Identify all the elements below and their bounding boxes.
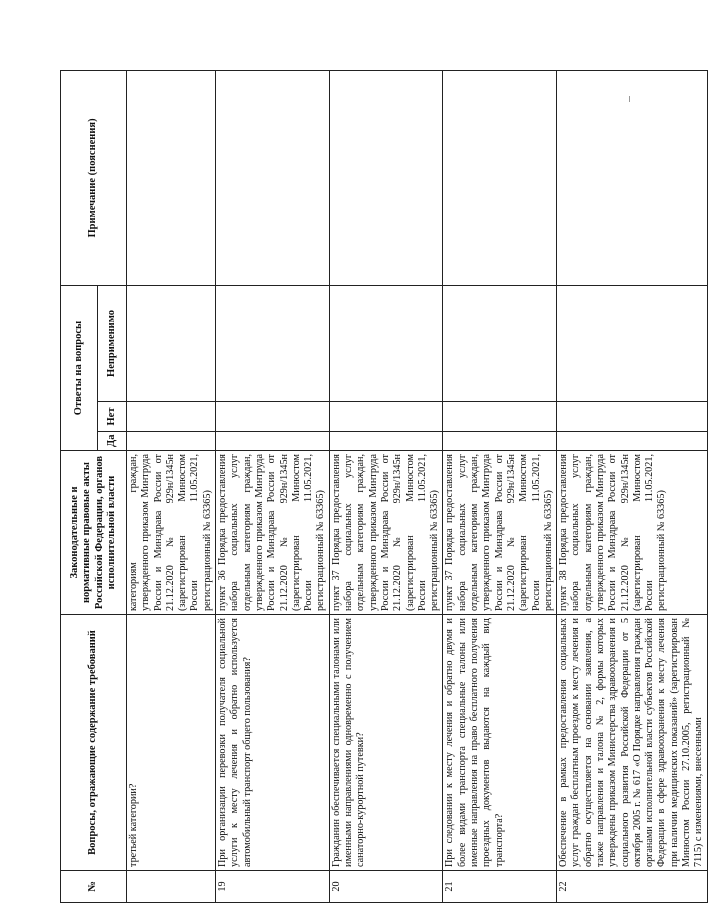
- row-law: категориям граждан, утвержденного приказом Минтруда России и Минздрава России от 21.12.2020 № 929н/1345н (зарегистрирован Минюстом России 11.05.2021, регистрационный № 63365): [127, 451, 216, 615]
- row-law: пункт 37 Порядка предоставления набора социальных услуг отдельным категориям граждан, утвержденного приказом Минтруда России и Минздрава России от 21.12.2020 № 929н/1345н (зарегистрирован Минюстом России 11.05.2021, регистрационный № 63365): [443, 451, 557, 615]
- note-cell[interactable]: [329, 70, 443, 285]
- row-law: пункт 37 Порядка предоставления набора социальных услуг отдельным категориям граждан, утвержденного приказом Минтруда России и Минздрава России от 21.12.2020 № 929н/1345н (зарегистрирован Минюстом России 11.05.2021, регистрационный № 63365): [329, 451, 443, 615]
- row-question: При следовании к месту лечения и обратно двумя и более видами транспорта специальные талоны или именные направления на право бесплатного получения проездных документов выдаются на каждый вид транспорта?: [443, 615, 557, 871]
- row-law: пункт 36 Порядка предоставления набора социальных услуг отдельным категориям граждан, утвержденного приказом Минтруда России и Минздрава России от 21.12.2020 № 929н/1345н (зарегистрирован Минюстом России 11.05.2021, регистрационный № 63365): [216, 451, 330, 615]
- answer-yes-cell[interactable]: [557, 432, 708, 451]
- header-laws: Законодательные и нормативные правовые акты Российской Федерации, органов исполнительной власти: [61, 451, 127, 615]
- row-question: третьей категории?: [127, 615, 216, 871]
- row-number: [127, 871, 216, 903]
- row-law: пункт 38 Порядка предоставления набора социальных услуг отдельным категориям граждан, утвержденного приказом Минтруда России и Минздрава России от 21.12.2020 № 929н/1345н (зарегистрирован Минюстом России 11.05.2021, регистрационный № 63365): [557, 451, 708, 615]
- row-number: 19: [216, 871, 330, 903]
- row-number: 20: [329, 871, 443, 903]
- row-question: При организации перевозки получателя социальной услуги к месту лечения и обратно используется автомобильный транспорт общего пользования?: [216, 615, 330, 871]
- answer-no-cell[interactable]: [557, 402, 708, 432]
- note-cell[interactable]: [557, 70, 708, 285]
- answer-no-cell[interactable]: [443, 402, 557, 432]
- table-row: [557, 70, 708, 902]
- answer-na-cell[interactable]: [127, 285, 216, 401]
- answer-na-cell[interactable]: [443, 285, 557, 401]
- note-cell[interactable]: [443, 70, 557, 285]
- answer-no-cell[interactable]: [127, 402, 216, 432]
- answer-na-cell[interactable]: [329, 285, 443, 401]
- answer-na-cell[interactable]: [557, 285, 708, 401]
- scan-edge-mark: [629, 96, 630, 102]
- header-note: Примечание (пояснения): [61, 70, 127, 285]
- table-row: [127, 70, 216, 902]
- header-number: №: [61, 871, 127, 903]
- row-question: Гражданин обеспечивается специальными талонами или именными направлениями одновременно с получением санаторно-курортной путевки?: [329, 615, 443, 871]
- answer-yes-cell[interactable]: [216, 432, 330, 451]
- header-question: Вопросы, отражающие содержание требований: [61, 615, 127, 871]
- header-na: Неприменимо: [98, 285, 127, 401]
- row-question: Обеспечение в рамках предоставления социальных услуг граждан бесплатным проездом к месту лечения и обратно осуществляется на основании заявления, а также направления и талона № 2, формы которых утверждены приказом Министерства здравоохранения и социального развития Российской Федерации от 5 октября 2005 г. № 617 «О Порядке направления граждан органами исполнительной власти субъектов Российской Федерации в сфере здравоохранения к месту лечения при наличии медицинских показаний» (зарегистрирован Минюстом России 27.10.2005, регистрационный № 7115) с изменениями, внесенными: [557, 615, 708, 871]
- header-yes: Да: [98, 432, 127, 451]
- header-no: Нет: [98, 402, 127, 432]
- note-cell[interactable]: [216, 70, 330, 285]
- note-cell[interactable]: [127, 70, 216, 285]
- row-number: 22: [557, 871, 708, 903]
- table-row: [443, 70, 557, 902]
- header-row: [61, 70, 98, 902]
- answer-yes-cell[interactable]: [443, 432, 557, 451]
- table-row: [216, 70, 330, 902]
- answer-no-cell[interactable]: [216, 402, 330, 432]
- table-row: [329, 70, 443, 902]
- answer-no-cell[interactable]: [329, 402, 443, 432]
- row-number: 21: [443, 871, 557, 903]
- answer-yes-cell[interactable]: [127, 432, 216, 451]
- requirements-table: [60, 70, 708, 903]
- answer-yes-cell[interactable]: [329, 432, 443, 451]
- header-answers: Ответы на вопросы: [61, 285, 98, 450]
- answer-na-cell[interactable]: [216, 285, 330, 401]
